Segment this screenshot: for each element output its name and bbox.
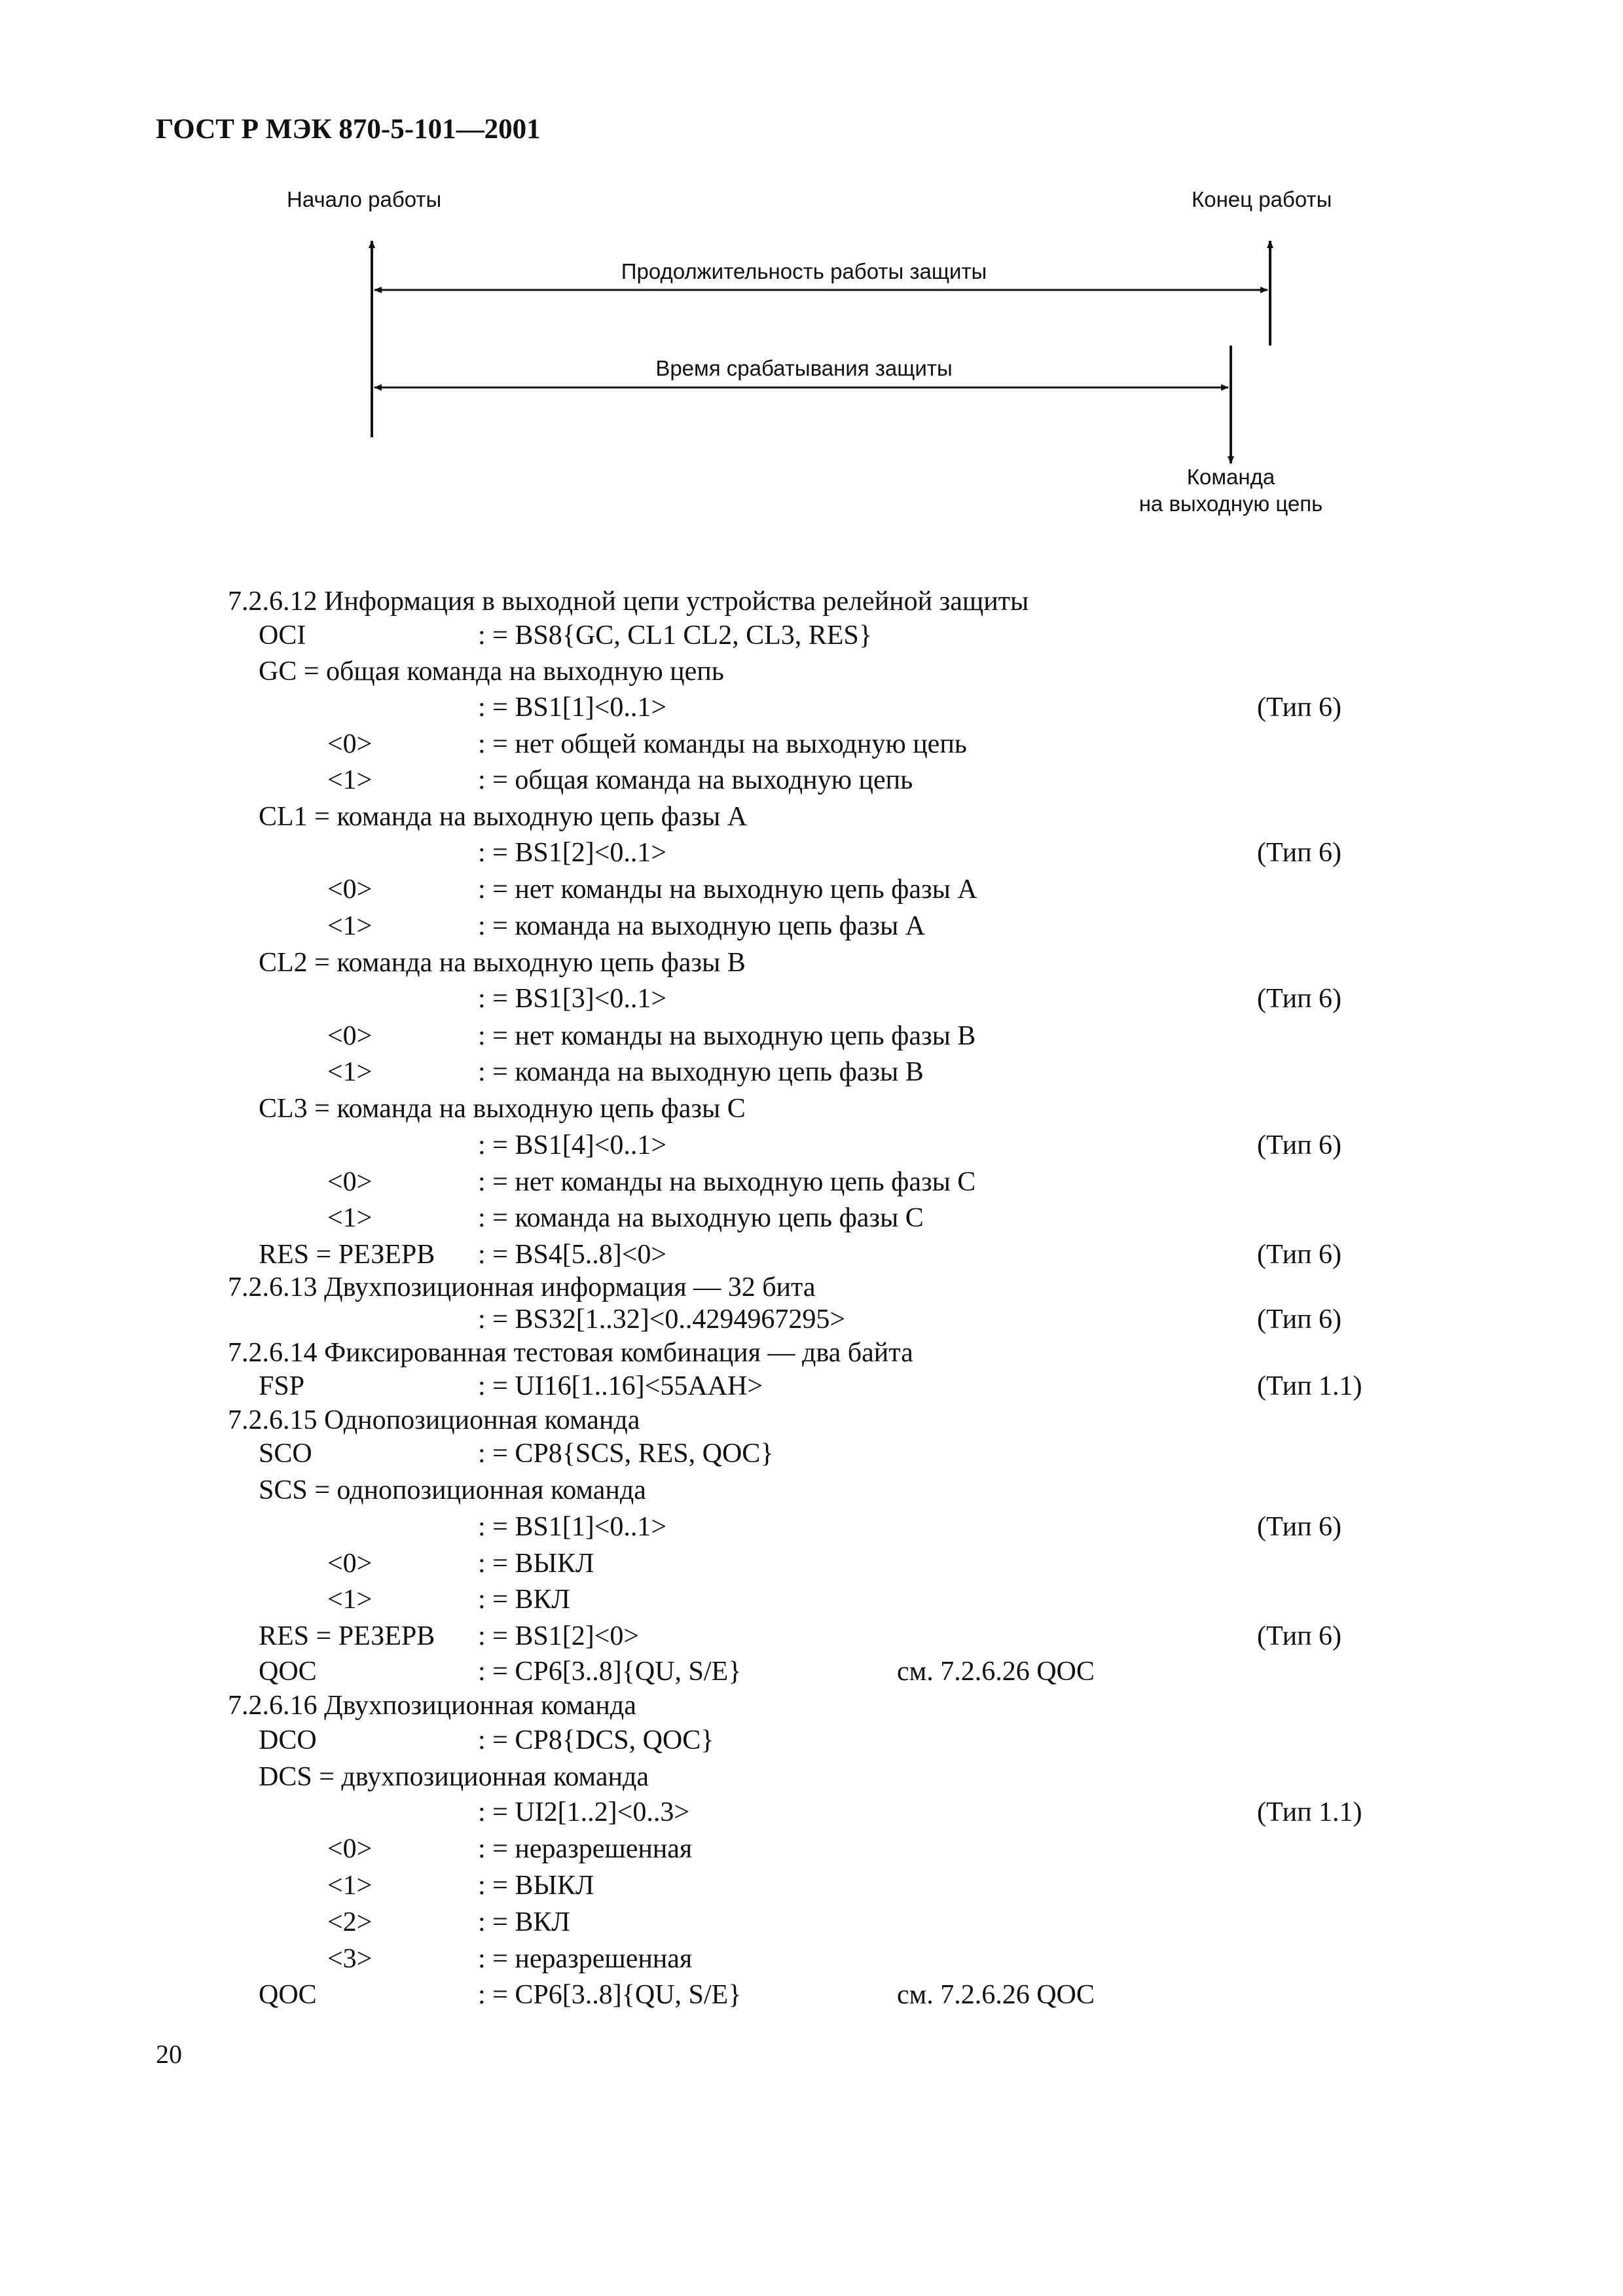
spec-row-10-c1: CL2 = команда на выходную цепь фазы B bbox=[259, 948, 746, 978]
spec-row-30-c1: QOC bbox=[259, 1657, 317, 1687]
spec-row-23-c1: 7.2.6.15 Однопозиционная команда bbox=[228, 1405, 640, 1435]
spec-row-22-c2: : = UI16[1..16]<55AAH> bbox=[478, 1371, 763, 1401]
spec-row-38-c2: : = неразрешенная bbox=[478, 1944, 693, 1974]
spec-row-20-c2: : = BS32[1..32]<0..4294967295> bbox=[478, 1304, 846, 1335]
spec-row-5-c1: <1> bbox=[327, 765, 373, 795]
spec-row-11-c4: (Тип 6) bbox=[1257, 984, 1342, 1014]
spec-row-7-c4: (Тип 6) bbox=[1257, 838, 1342, 868]
spec-row-2-c1: GC = общая команда на выходную цепь bbox=[259, 656, 724, 687]
spec-row-39-c1: QOC bbox=[259, 1980, 317, 2010]
start-label: Начало работы bbox=[287, 187, 442, 211]
spec-row-6-c1: CL1 = команда на выходную цепь фазы A bbox=[259, 802, 748, 832]
spec-row-38-c1: <3> bbox=[327, 1944, 373, 1974]
spec-row-28-c2: : = ВКЛ bbox=[478, 1585, 570, 1615]
spec-row-35-c2: : = неразрешенная bbox=[478, 1834, 693, 1864]
spec-row-29-c2: : = BS1[2]<0> bbox=[478, 1621, 640, 1651]
spec-row-16-c2: : = нет команды на выходную цепь фазы C bbox=[478, 1167, 976, 1197]
spec-row-19-c1: 7.2.6.13 Двухпозиционная информация — 32 бита bbox=[228, 1272, 816, 1302]
spec-row-4-c1: <0> bbox=[327, 729, 373, 759]
spec-row-9-c1: <1> bbox=[327, 911, 373, 941]
spec-row-15-c4: (Тип 6) bbox=[1257, 1130, 1342, 1160]
spec-row-11-c2: : = BS1[3]<0..1> bbox=[478, 984, 667, 1014]
spec-row-9-c2: : = команда на выходную цепь фазы A bbox=[478, 911, 926, 941]
spec-row-25-c1: SCS = однопозиционная команда bbox=[259, 1475, 646, 1505]
spec-row-26-c4: (Тип 6) bbox=[1257, 1512, 1342, 1542]
spec-row-17-c1: <1> bbox=[327, 1203, 373, 1233]
spec-row-34-c4: (Тип 1.1) bbox=[1257, 1797, 1362, 1827]
spec-row-28-c1: <1> bbox=[327, 1585, 373, 1615]
spec-row-26-c2: : = BS1[1]<0..1> bbox=[478, 1512, 667, 1542]
spec-row-16-c1: <0> bbox=[327, 1167, 373, 1197]
spec-row-36-c1: <1> bbox=[327, 1871, 373, 1901]
spec-row-3-c2: : = BS1[1]<0..1> bbox=[478, 692, 667, 723]
command-label-line-2: на выходную цепь bbox=[1139, 492, 1323, 516]
spec-row-13-c1: <1> bbox=[327, 1057, 373, 1087]
spec-row-17-c2: : = команда на выходную цепь фазы C bbox=[478, 1203, 924, 1233]
spec-row-1-c1: OCI bbox=[259, 620, 306, 651]
page-number: 20 bbox=[156, 2039, 182, 2069]
spec-row-24-c2: : = CP8{SCS, RES, QOC} bbox=[478, 1439, 774, 1469]
spec-row-4-c2: : = нет общей команды на выходную цепь bbox=[478, 729, 967, 759]
spec-row-33-c1: DCS = двухпозиционная команда bbox=[259, 1762, 649, 1792]
spec-row-29-c4: (Тип 6) bbox=[1257, 1621, 1342, 1651]
spec-row-32-c2: : = CP8{DCS, QOC} bbox=[478, 1725, 714, 1755]
spec-row-36-c2: : = ВЫКЛ bbox=[478, 1871, 594, 1901]
spec-row-8-c1: <0> bbox=[327, 874, 373, 905]
spec-row-13-c2: : = команда на выходную цепь фазы B bbox=[478, 1057, 924, 1087]
spec-row-7-c2: : = BS1[2]<0..1> bbox=[478, 838, 667, 868]
spec-row-14-c1: CL3 = команда на выходную цепь фазы C bbox=[259, 1094, 746, 1124]
spec-row-21-c1: 7.2.6.14 Фиксированная тестовая комбинация — два байта bbox=[228, 1338, 913, 1368]
spec-row-30-c2: : = CP6[3..8]{QU, S/E} bbox=[478, 1657, 742, 1687]
spec-row-35-c1: <0> bbox=[327, 1834, 373, 1864]
spec-row-20-c4: (Тип 6) bbox=[1257, 1304, 1342, 1335]
spec-row-39-c2: : = CP6[3..8]{QU, S/E} bbox=[478, 1980, 742, 2010]
spec-row-37-c2: : = ВКЛ bbox=[478, 1907, 570, 1937]
duration-label: Продолжительность работы защиты bbox=[621, 259, 987, 283]
spec-row-3-c4: (Тип 6) bbox=[1257, 692, 1342, 723]
spec-row-39-c3: см. 7.2.6.26 QOC bbox=[897, 1980, 1095, 2010]
response-time-label: Время срабатывания защиты bbox=[655, 356, 953, 380]
spec-row-0-c1: 7.2.6.12 Информация в выходной цепи устройства релейной защиты bbox=[228, 586, 1029, 617]
spec-row-34-c2: : = UI2[1..2]<0..3> bbox=[478, 1797, 690, 1827]
spec-row-1-c2: : = BS8{GC, CL1 CL2, CL3, RES} bbox=[478, 620, 872, 651]
spec-row-5-c2: : = общая команда на выходную цепь bbox=[478, 765, 913, 795]
spec-row-8-c2: : = нет команды на выходную цепь фазы A bbox=[478, 874, 977, 905]
spec-row-27-c2: : = ВЫКЛ bbox=[478, 1549, 594, 1579]
spec-row-12-c1: <0> bbox=[327, 1021, 373, 1051]
spec-row-24-c1: SCO bbox=[259, 1439, 312, 1469]
spec-row-22-c1: FSP bbox=[259, 1371, 305, 1401]
spec-row-15-c2: : = BS1[4]<0..1> bbox=[478, 1130, 667, 1160]
end-label: Конец работы bbox=[1192, 187, 1332, 211]
spec-row-31-c1: 7.2.6.16 Двухпозиционная команда bbox=[228, 1691, 636, 1721]
spec-row-27-c1: <0> bbox=[327, 1549, 373, 1579]
spec-row-18-c2: : = BS4[5..8]<0> bbox=[478, 1240, 667, 1270]
spec-row-30-c3: см. 7.2.6.26 QOC bbox=[897, 1657, 1095, 1687]
spec-row-37-c1: <2> bbox=[327, 1907, 373, 1937]
spec-row-22-c4: (Тип 1.1) bbox=[1257, 1371, 1362, 1401]
spec-row-29-c1: RES = РЕЗЕРВ bbox=[259, 1621, 435, 1651]
command-label-line-1: Команда bbox=[1186, 465, 1275, 489]
spec-row-32-c1: DCO bbox=[259, 1725, 317, 1755]
spec-row-12-c2: : = нет команды на выходную цепь фазы B bbox=[478, 1021, 976, 1051]
document-header: ГОСТ Р МЭК 870-5-101—2001 bbox=[156, 114, 541, 145]
spec-row-18-c1: RES = РЕЗЕРВ bbox=[259, 1240, 435, 1270]
spec-row-18-c4: (Тип 6) bbox=[1257, 1240, 1342, 1270]
